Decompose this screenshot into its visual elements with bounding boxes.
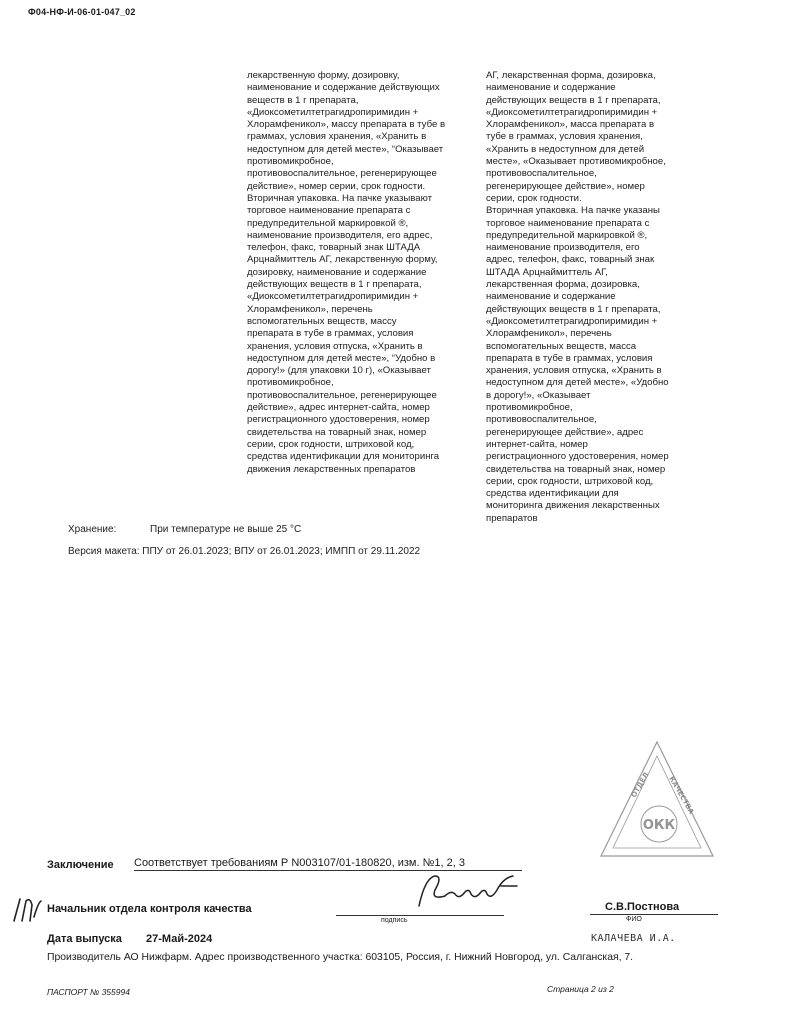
fio-caption: ФИО (626, 916, 642, 923)
signature-line (336, 915, 504, 916)
svg-text:ОТДЕЛ: ОТДЕЛ (629, 771, 651, 799)
quality-control-stamp (597, 738, 717, 863)
document-code: Ф04-НФ-И-06-01-047_02 (28, 7, 136, 17)
release-date-value: 27-Май-2024 (146, 933, 213, 945)
release-date-label: Дата выпуска (47, 933, 122, 945)
storage-label: Хранение: (68, 524, 117, 535)
storage-value: При температуре не выше 25 °С (150, 524, 302, 535)
fio-name: С.В.Постнова (605, 901, 680, 913)
packaging-text-right-column: АГ, лекарственная форма, дозировка, наименование и содержание действующих веществ в 1 г препарата, «Диоксометилтетрагидропиримидин + Хлорамфеникол», масса препарата в тубе в граммах, условия хранения, «Хранить в недоступном для детей месте», «Оказывает противомикробное, противовоспалительное, регенерирующее действие», номер серии, срок годности. Вторичная упаковка. На пачке указаны торговое наименование препарата с предупредительной маркировкой ®, наименование производителя, его адрес, телефон, факс, товарный знак ШТАДА Арцнаймиттель АГ, лекарственная форма, дозировка, наименование и содержание действующих веществ в 1 г препарата, «Диоксометилтетрагидропиримидин + Хлорамфеникол», перечень вспомогательных веществ, масса препарата в тубе в граммах, условия хранения, условия отпуска, «Хранить в недоступном для детей месте», «Удобно в дорогу!», «Оказывает противомикробное, противовоспалительное, регенерирующее действие», адрес интернет-сайта, номер регистрационного удостоверения, номер свидетельства на товарный знак, номер серии, срок годности, штриховой код, средства идентификации для мониторинга движения лекарственных препаратов (486, 70, 669, 524)
svg-text:ОКК: ОКК (642, 818, 676, 833)
fio-line (590, 914, 718, 915)
signature-caption: подпись (381, 917, 408, 924)
conclusion-text: Соответствует требованиям Р N003107/01-180820, изм. №1, 2, 3 (134, 857, 522, 871)
head-of-qc-label: Начальник отдела контроля качества (47, 903, 252, 915)
initials-signature (10, 893, 44, 927)
page-number: Страница 2 из 2 (547, 984, 614, 994)
conclusion-label: Заключение (47, 859, 114, 871)
layout-version: Версия макета: ППУ от 26.01.2023; ВПУ от 26.01.2023; ИМПП от 29.11.2022 (68, 546, 421, 557)
producer-info: Производитель АО Нижфарм. Адрес производственного участка: 603105, Россия, г. Нижний Новгород, ул. Салганская, 7. (47, 952, 634, 963)
packaging-text-left-column: лекарственную форму, дозировку, наименование и содержание действующих веществ в 1 г препарата, «Диоксометилтетрагидропиримидин + Хлорамфеникол», массу препарата в тубе в граммах, условия хранения, «Хранить в недоступном для детей месте», “Оказывает противомикробное, противовоспалительное, регенерирующее действие», номер серии, срок годности. Вторичная упаковка. На пачке указывают торговое наименование препарата с предупредительной маркировкой ®, наименование производителя, его адрес, телефон, факс, товарный знак ШТАДА Арцнаймиттель АГ, лекарственную форму, дозировку, наименование и содержание действующих веществ в 1 г препарата, «Диоксометилтетрагидропиримидин + Хлорамфеникол», перечень вспомогательных веществ, массу препарата в тубе в граммах, условия хранения, условия отпуска, «Хранить в недоступном для детей месте», “Удобно в дорогу!» (для упаковки 10 г), «Оказывает противомикробное, противовоспалительное, регенерирующее действие», адрес интернет-сайта, номер регистрационного удостоверения, номер свидетельства на товарный знак, номер серии, срок годности, штриховой код, средства идентификации для мониторинга движения лекарственных препаратов (247, 70, 446, 475)
handwritten-signature (405, 870, 525, 914)
svg-text:КАЧЕСТВА: КАЧЕСТВА (667, 775, 696, 816)
storage-row (68, 524, 302, 535)
name-stamp: КАЛАЧЕВА И.А. (591, 933, 676, 944)
passport-number: ПАСПОРТ № 355994 (47, 987, 130, 997)
